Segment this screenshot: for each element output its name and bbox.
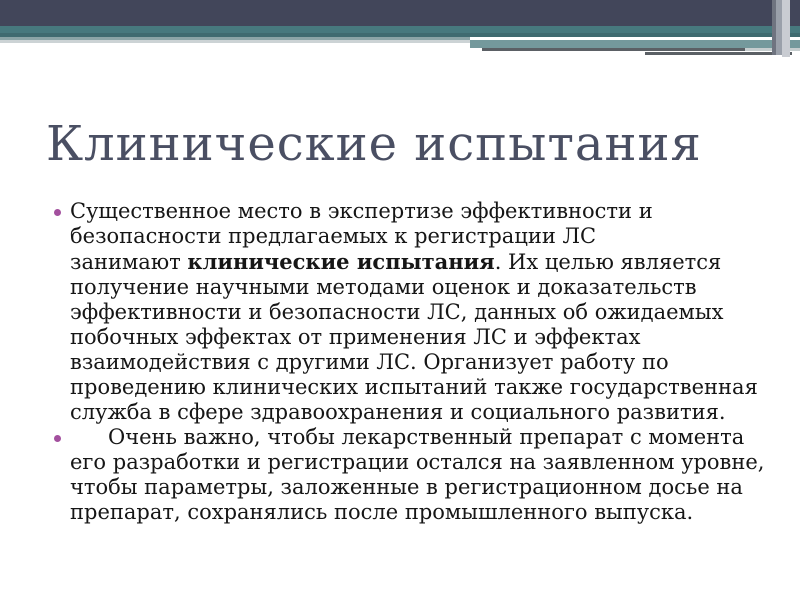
text-line: побочных эффектах от применения ЛС и эффектах xyxy=(70,325,641,349)
text-segment: . Их целью является xyxy=(494,250,722,274)
text-line: проведению клинических испытаний также государственная xyxy=(70,375,758,399)
text-line: его разработки и регистрации остался на заявленном уровне, xyxy=(70,450,765,474)
header-right-teal-bar xyxy=(470,40,800,48)
text-line: безопасности предлагаемых к регистрации ЛС xyxy=(70,224,597,248)
text-line: Существенное место в экспертизе эффективности и xyxy=(70,199,653,223)
header-strip-lightgray xyxy=(0,40,470,43)
header-right-darkline-top xyxy=(482,48,745,51)
header-corner-vstripe-light xyxy=(782,0,790,57)
text-line: чтобы параметры, заложенные в регистрационном досье на xyxy=(70,475,743,499)
bullet-dot xyxy=(54,435,61,442)
text-line: Очень важно, чтобы лекарственный препарат с момента xyxy=(108,425,745,449)
bullet-item xyxy=(48,199,788,425)
header-right-darkline-bottom xyxy=(645,52,792,55)
bullet-dot xyxy=(54,209,61,216)
slide-title: Клинические испытания xyxy=(46,116,702,172)
text-segment-bold: клинические испытания xyxy=(187,249,495,274)
text-line: эффективности и безопасности ЛС, данных об ожидаемых xyxy=(70,300,724,324)
slide-body xyxy=(48,199,788,525)
bullet-item xyxy=(48,425,788,525)
text-segment: занимают xyxy=(70,250,188,274)
text-line: получение научными методами оценок и доказательств xyxy=(70,275,697,299)
text-line: препарат, сохранялись после промышленного выпуска. xyxy=(70,500,694,524)
header-band-navy xyxy=(0,0,800,26)
text-line: служба в сфере здравоохранения и социального развития. xyxy=(70,400,726,424)
text-line xyxy=(70,249,788,275)
text-line: взаимодействия с другими ЛС. Организует работу по xyxy=(70,350,669,374)
